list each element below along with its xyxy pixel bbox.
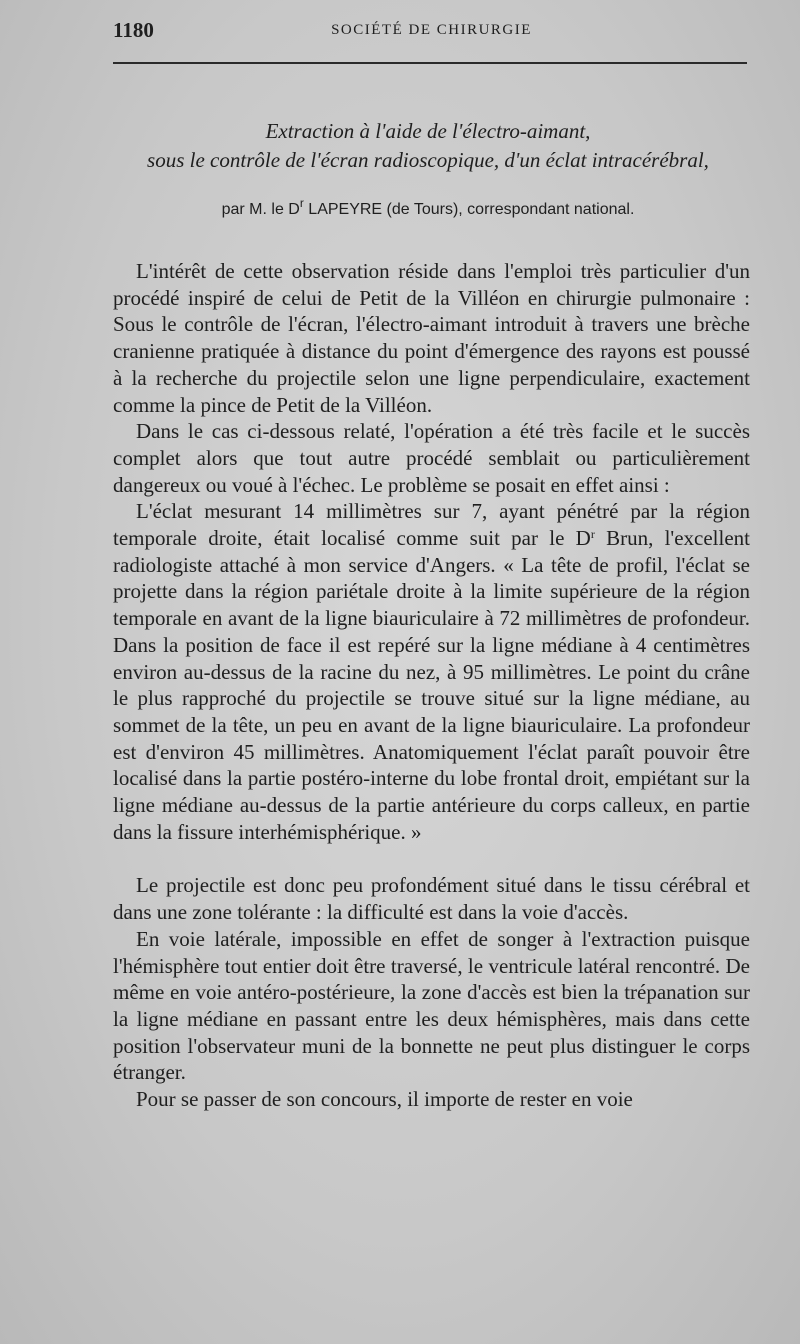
running-head: SOCIÉTÉ DE CHIRURGIE xyxy=(331,22,532,38)
paragraph-6: Pour se passer de son concours, il importe de rester en voie xyxy=(136,1087,633,1112)
page-number: 1180 xyxy=(113,18,154,42)
byline-after: LAPEYRE (de Tours), correspondant national. xyxy=(303,201,635,218)
article-title xyxy=(100,117,756,175)
paragraph-1: L'intérêt de cette observation réside dans l'emploi très particulier d'un procédé inspiré de celui de Petit de la Villéon en chirurgie pulmonaire : Sous le contrôle de l'écran, l'électro-aimant introduit à travers une brèche cranienne pratiquée à distance du point d'émergence des rayons est poussé à la recherche du projectile selon une ligne perpendiculaire, exactement comme la pince de Petit de la Villéon. xyxy=(113,259,750,417)
byline-before: par M. le D xyxy=(221,201,300,218)
paragraph-3-before: L'éclat mesurant 14 millimètres sur 7, ayant pénétré par la région temporale droite, était localisé comme suit par le D xyxy=(113,499,750,551)
paragraph-3-sup: r xyxy=(590,527,595,542)
page-header xyxy=(113,18,750,44)
article-body xyxy=(113,258,750,1113)
paragraph-4: Le projectile est donc peu profondément situé dans le tissu cérébral et dans une zone tolérante : la difficulté est dans la voie d'accès. xyxy=(113,873,750,925)
title-line-1: Extraction à l'aide de l'électro-aimant, xyxy=(265,119,591,143)
title-line-2: sous le contrôle de l'écran radioscopique, d'un éclat intracérébral, xyxy=(147,148,709,172)
paragraph-3-after: Brun, l'excellent radiologiste attaché à mon service d'Angers. « La tête de profil, l'éclat se projette dans la région pariétale droite à la limite supérieure de la région temporale en avant de la ligne biauriculaire à 72 millimètres de profondeur. Dans la position de face il est repéré sur la ligne médiane à 4 centimètres environ au-dessus de la racine du nez, à 95 millimètres. Le point du crâne le plus rapproché du projectile se trouve situé sur la ligne médiane, au sommet de la tête, un peu en avant de la ligne biauriculaire. La profondeur est d'environ 45 millimètres. Anatomiquement l'éclat paraît pouvoir être localisé dans la partie postéro-interne du lobe frontal droit, empiétant sur la ligne médiane au-dessus de la partie antérieure du corps calleux, en partie dans la fissure interhémisphérique. » xyxy=(113,526,750,844)
paragraph-2: Dans le cas ci-dessous relaté, l'opération a été très facile et le succès complet alors que tout autre procédé semblait ou particulièrement dangereux ou voué à l'échec. Le problème se posait en effet ainsi : xyxy=(113,419,750,497)
paragraph-5: En voie latérale, impossible en effet de songer à l'extraction puisque l'hémisphère tout entier doit être traversé, le ventricule latéral rencontré. De même en voie antéro-postérieure, la zone d'accès est bien la trépanation sur la ligne médiane en passant entre les deux hémisphères, mais dans cette position l'observateur muni de la bonnette ne peut plus distinguer le corps étranger. xyxy=(113,926,750,1085)
header-rule xyxy=(113,62,747,64)
paragraph-3 xyxy=(113,498,750,845)
byline xyxy=(100,196,756,219)
byline-sup: r xyxy=(299,196,304,210)
